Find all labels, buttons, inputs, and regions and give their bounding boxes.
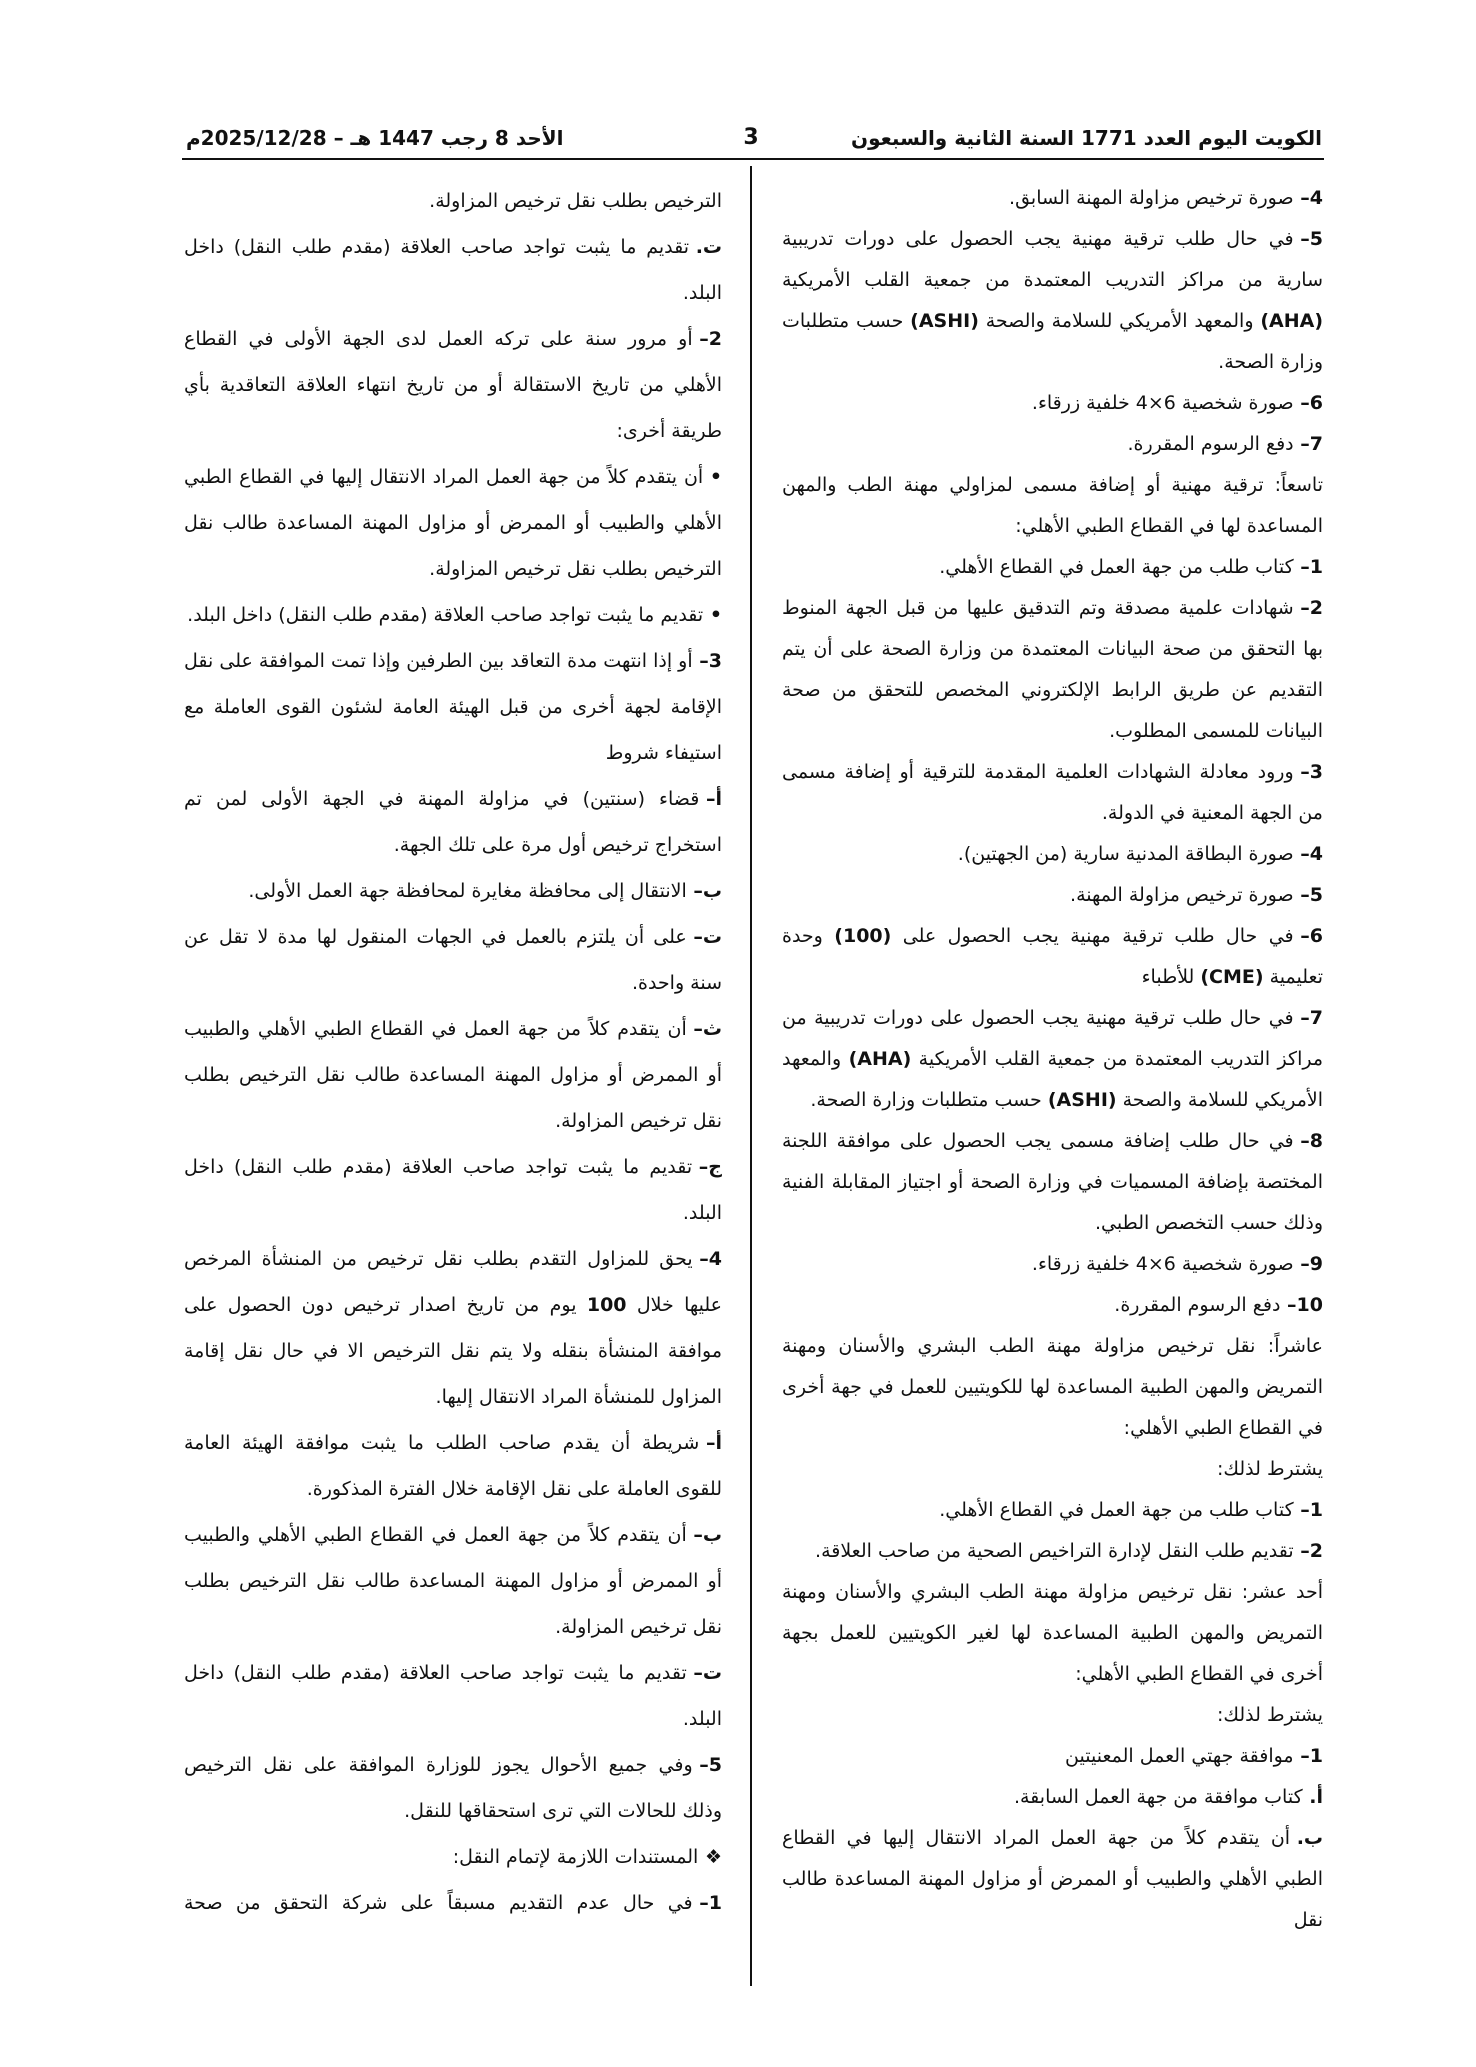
paragraph bbox=[782, 1572, 1323, 1695]
list-item bbox=[782, 383, 1323, 424]
list-item bbox=[184, 316, 722, 454]
list-marker: 3– bbox=[699, 650, 722, 672]
paragraph-text: الترخيص بطلب نقل ترخيص المزاولة. bbox=[429, 190, 722, 212]
paragraph-text: أن يتقدم كلاً من جهة العمل في القطاع الطبي الأهلي والطبيب أو الممرض أو مزاول المهنة المساعدة طالب نقل الترخيص بطلب نقل ترخيص المزاولة. bbox=[184, 1018, 722, 1132]
emphasized-text: (ASHI) bbox=[910, 310, 979, 332]
list-item bbox=[184, 1236, 722, 1420]
paragraph-text: شريطة أن يقدم صاحب الطلب ما يثبت موافقة الهيئة العامة للقوى العاملة على نقل الإقامة خلال الفترة المذكورة. bbox=[184, 1432, 722, 1500]
paragraph-text: يشترط لذلك: bbox=[1216, 1458, 1323, 1480]
list-item bbox=[782, 588, 1323, 752]
paragraph bbox=[782, 1326, 1323, 1449]
list-item bbox=[782, 916, 1323, 998]
paragraph-text: موافقة جهتي العمل المعنيتين bbox=[1065, 1745, 1294, 1767]
list-item bbox=[782, 1736, 1323, 1777]
list-item bbox=[184, 1420, 722, 1512]
dimension-text: 4×6 bbox=[1135, 392, 1176, 414]
paragraph-text: في حال عدم التقديم مسبقاً على شركة التحقق من صحة bbox=[184, 1892, 693, 1914]
emphasized-text: (AHA) bbox=[848, 1048, 912, 1070]
list-marker: 2– bbox=[1300, 1540, 1323, 1562]
list-marker: أ– bbox=[705, 788, 722, 810]
paragraph-text: صورة شخصية bbox=[1175, 392, 1294, 414]
list-marker: 1– bbox=[1300, 556, 1323, 578]
right-column bbox=[782, 178, 1323, 1978]
list-item bbox=[184, 868, 722, 914]
emphasized-text: (ASHI) bbox=[1047, 1089, 1117, 1111]
paragraph-text: ورود معادلة الشهادات العلمية المقدمة للترقية أو إضافة مسمى من الجهة المعنية في الدولة. bbox=[782, 761, 1323, 824]
page-number: 3 bbox=[743, 125, 759, 150]
list-item bbox=[782, 998, 1323, 1121]
list-marker: 5– bbox=[1300, 884, 1323, 906]
list-marker: 1– bbox=[699, 1892, 722, 1914]
paragraph-text: صورة البطاقة المدنية سارية (من الجهتين). bbox=[957, 843, 1294, 865]
list-item bbox=[782, 1531, 1323, 1572]
paragraph-text: شهادات علمية مصدقة وتم التدقيق عليها من قبل الجهة المنوط بها التحقق من صحة البيانات المعتمدة من وزارة الصحة على أن يتم التقديم عن طريق الرابط الإلكتروني المخصص للتحقق من صحة البيانات للمسمى المطلوب. bbox=[782, 597, 1323, 742]
paragraph-text: كتاب طلب من جهة العمل في القطاع الأهلي. bbox=[939, 556, 1294, 578]
list-marker: ب. bbox=[1296, 1827, 1323, 1849]
list-marker: 7– bbox=[1300, 1007, 1323, 1029]
list-item bbox=[184, 1742, 722, 1834]
paragraph-text: خلفية زرقاء. bbox=[1031, 1253, 1136, 1275]
list-item bbox=[782, 1777, 1323, 1818]
paragraph-text: عاشراً: نقل ترخيص مزاولة مهنة الطب البشري والأسنان ومهنة التمريض والمهن الطبية المساعدة لها للكويتيين للعمل في جهة أخرى في القطاع الطبي الأهلي: bbox=[782, 1335, 1323, 1439]
header-rule bbox=[182, 158, 1324, 160]
paragraph-text: خلفية زرقاء. bbox=[1031, 392, 1136, 414]
paragraph-text: والمعهد الأمريكي للسلامة والصحة bbox=[782, 1048, 1323, 1111]
issue-number: 1771 bbox=[1081, 126, 1137, 150]
list-marker: ج– bbox=[698, 1156, 722, 1178]
paragraph-text: صورة ترخيص مزاولة المهنة السابق. bbox=[1009, 187, 1294, 209]
paragraph-text: في حال طلب إضافة مسمى يجب الحصول على موافقة اللجنة المختصة بإضافة المسميات في وزارة الصحة أو اجتياز المقابلة الفنية وذلك حسب التخصص الطبي. bbox=[782, 1130, 1323, 1234]
paragraph-text: في حال طلب ترقية مهنية يجب الحصول على دورات تدريبية من مراكز التدريب المعتمدة من جمعية القلب الأمريكية bbox=[782, 1007, 1323, 1070]
paragraph-text: وحدة تعليمية bbox=[782, 925, 1323, 988]
list-marker: أ– bbox=[705, 1432, 722, 1454]
list-marker: ت. bbox=[695, 236, 722, 258]
paragraph-text: دفع الرسوم المقررة. bbox=[1127, 433, 1294, 455]
paragraph bbox=[184, 178, 722, 224]
paragraph-text: أن يتقدم كلاً من جهة العمل المراد الانتقال إليها في القطاع الطبي الأهلي والطبيب أو الممرض أو مزاول المهنة المساعدة طالب نقل bbox=[782, 1827, 1323, 1931]
list-marker: • bbox=[709, 604, 722, 626]
list-marker: 4– bbox=[699, 1248, 722, 1270]
paragraph-text: تاسعاً: ترقية مهنية أو إضافة مسمى لمزاولي مهنة الطب والمهن المساعدة لها في القطاع الطبي الأهلي: bbox=[782, 474, 1323, 537]
paragraph-text: حسب متطلبات وزارة الصحة. bbox=[782, 310, 1323, 373]
date-separator: – bbox=[333, 126, 344, 150]
emphasized-text: 100 bbox=[586, 1294, 627, 1316]
emphasized-text: (AHA) bbox=[1260, 310, 1323, 332]
paragraph-text: في حال طلب ترقية مهنية يجب الحصول على bbox=[891, 925, 1294, 947]
list-item bbox=[782, 875, 1323, 916]
paragraph-text: يوم من تاريخ اصدار ترخيص دون الحصول على موافقة المنشأة بنقله ولا يتم نقل الترخيص الا في حال نقل إقامة المزاول للمنشأة المراد الانتقال إليها. bbox=[184, 1294, 722, 1408]
paragraph-text: يحق للمزاول التقدم بطلب نقل ترخيص من المنشأة المرخص عليها خلال bbox=[184, 1248, 722, 1316]
list-marker: 4– bbox=[1300, 187, 1323, 209]
list-marker: 1– bbox=[1300, 1499, 1323, 1521]
paragraph-text: حسب متطلبات وزارة الصحة. bbox=[810, 1089, 1048, 1111]
paragraph-text: دفع الرسوم المقررة. bbox=[1114, 1294, 1281, 1316]
list-marker: 5– bbox=[699, 1754, 722, 1776]
list-marker: 2– bbox=[1300, 597, 1323, 619]
list-marker: ت– bbox=[693, 1662, 722, 1684]
issue-info bbox=[851, 122, 1322, 154]
paragraph-text: تقديم ما يثبت تواجد صاحب العلاقة (مقدم طلب النقل) داخل البلد. bbox=[184, 236, 722, 304]
paragraph-text: قضاء (سنتين) في مزاولة المهنة في الجهة الأولى لمن تم استخراج ترخيص أول مرة على تلك الجهة. bbox=[184, 788, 722, 856]
column-divider bbox=[750, 166, 752, 1986]
list-marker: أ. bbox=[1309, 1786, 1323, 1808]
list-item bbox=[184, 914, 722, 1006]
paragraph-text: للأطباء bbox=[1141, 966, 1201, 988]
list-item bbox=[782, 834, 1323, 875]
paragraph-text: كتاب موافقة من جهة العمل السابقة. bbox=[1013, 1786, 1303, 1808]
paragraph-text: صورة شخصية bbox=[1175, 1253, 1294, 1275]
list-item bbox=[184, 1512, 722, 1650]
paragraph bbox=[782, 1695, 1323, 1736]
paragraph-text: أن يتقدم كلاً من جهة العمل المراد الانتقال إليها في القطاع الطبي الأهلي والطبيب أو الممرض أو مزاول المهنة المساعدة طالب نقل الترخيص بطلب نقل ترخيص المزاولة. bbox=[184, 466, 722, 580]
paragraph-text: في حال طلب ترقية مهنية يجب الحصول على دورات تدريبية سارية من مراكز التدريب المعتمدة من جمعية القلب الأمريكية bbox=[782, 228, 1323, 291]
list-item bbox=[184, 224, 722, 316]
list-item bbox=[782, 1490, 1323, 1531]
list-item bbox=[184, 1880, 722, 1926]
list-item bbox=[184, 1834, 722, 1880]
list-marker: 8– bbox=[1300, 1130, 1323, 1152]
paragraph-text: صورة ترخيص مزاولة المهنة. bbox=[1070, 884, 1294, 906]
list-marker: 2– bbox=[699, 328, 722, 350]
list-item bbox=[184, 776, 722, 868]
list-item bbox=[184, 1650, 722, 1742]
list-item bbox=[782, 1818, 1323, 1941]
paragraph-text: على أن يلتزم بالعمل في الجهات المنقول لها مدة لا تقل عن سنة واحدة. bbox=[184, 926, 722, 994]
list-marker: 6– bbox=[1300, 925, 1323, 947]
weekday: الأحد bbox=[515, 126, 564, 150]
list-marker: ❖ bbox=[704, 1846, 722, 1868]
list-marker: 10– bbox=[1287, 1294, 1323, 1316]
volume-year: السنة الثانية والسبعون bbox=[851, 126, 1075, 150]
hijri-date: 8 رجب 1447 هـ bbox=[350, 126, 509, 150]
list-item bbox=[184, 1006, 722, 1144]
list-marker: 1– bbox=[1300, 1745, 1323, 1767]
list-item bbox=[782, 547, 1323, 588]
list-marker: • bbox=[709, 466, 722, 488]
list-item bbox=[782, 1285, 1323, 1326]
issue-label: العدد bbox=[1143, 126, 1192, 150]
list-item bbox=[184, 638, 722, 776]
paragraph-text: المستندات اللازمة لإتمام النقل: bbox=[452, 1846, 699, 1868]
issue-date bbox=[186, 122, 564, 154]
list-item bbox=[782, 1121, 1323, 1244]
paragraph-text: وفي جميع الأحوال يجوز للوزارة الموافقة على نقل الترخيص وذلك للحالات التي ترى استحقاقها للنقل. bbox=[184, 1754, 722, 1822]
paragraph bbox=[782, 465, 1323, 547]
paragraph-text: أن يتقدم كلاً من جهة العمل في القطاع الطبي الأهلي والطبيب أو الممرض أو مزاول المهنة المساعدة طالب نقل الترخيص بطلب نقل ترخيص المزاولة. bbox=[184, 1524, 722, 1638]
paragraph-text: تقديم طلب النقل لإدارة التراخيص الصحية من صاحب العلاقة. bbox=[815, 1540, 1294, 1562]
list-item bbox=[782, 424, 1323, 465]
list-marker: 4– bbox=[1300, 843, 1323, 865]
paragraph-text: أحد عشر: نقل ترخيص مزاولة مهنة الطب البشري والأسنان ومهنة التمريض والمهن الطبية المساعدة لها لغير الكويتيين للعمل بجهة أخرى في القطاع الطبي الأهلي: bbox=[782, 1581, 1323, 1685]
list-marker: 3– bbox=[1300, 761, 1323, 783]
list-marker: 7– bbox=[1300, 433, 1323, 455]
emphasized-text: (100) bbox=[834, 925, 892, 947]
list-marker: 6– bbox=[1300, 392, 1323, 414]
paragraph bbox=[782, 1449, 1323, 1490]
list-marker: 5– bbox=[1300, 228, 1323, 250]
paragraph-text: تقديم ما يثبت تواجد صاحب العلاقة (مقدم طلب النقل) داخل البلد. bbox=[184, 1156, 722, 1224]
paragraph-text: أو مرور سنة على تركه العمل لدى الجهة الأولى في القطاع الأهلي من تاريخ الاستقالة أو من تاريخ انتهاء العلاقة التعاقدية بأي طريقة أخرى: bbox=[184, 328, 722, 442]
publication-name: الكويت اليوم bbox=[1198, 126, 1322, 150]
dimension-text: 4×6 bbox=[1135, 1253, 1176, 1275]
list-marker: ث– bbox=[693, 1018, 722, 1040]
list-marker: ت– bbox=[693, 926, 722, 948]
list-item bbox=[782, 219, 1323, 383]
list-item bbox=[184, 1144, 722, 1236]
left-column bbox=[184, 178, 722, 1978]
emphasized-text: (CME) bbox=[1200, 966, 1264, 988]
list-marker: ب– bbox=[693, 1524, 722, 1546]
paragraph-text: كتاب طلب من جهة العمل في القطاع الأهلي. bbox=[939, 1499, 1294, 1521]
paragraph-text: يشترط لذلك: bbox=[1216, 1704, 1323, 1726]
list-item bbox=[782, 1244, 1323, 1285]
list-marker: ب– bbox=[693, 880, 722, 902]
paragraph-text: الانتقال إلى محافظة مغايرة لمحافظة جهة العمل الأولى. bbox=[248, 880, 687, 902]
gregorian-date: 2025/12/28م bbox=[186, 126, 327, 150]
paragraph-text: تقديم ما يثبت تواجد صاحب العلاقة (مقدم طلب النقل) داخل البلد. bbox=[184, 1662, 722, 1730]
paragraph-text: أو إذا انتهت مدة التعاقد بين الطرفين وإذا تمت الموافقة على نقل الإقامة لجهة أخرى من قبل الهيئة العامة لشئون القوى العاملة مع استيفاء شروط bbox=[184, 650, 722, 764]
paragraph-text: والمعهد الأمريكي للسلامة والصحة bbox=[978, 310, 1261, 332]
paragraph-text: تقديم ما يثبت تواجد صاحب العلاقة (مقدم طلب النقل) داخل البلد. bbox=[187, 604, 704, 626]
list-item bbox=[184, 454, 722, 592]
list-item bbox=[782, 752, 1323, 834]
list-item bbox=[184, 592, 722, 638]
list-marker: 9– bbox=[1300, 1253, 1323, 1275]
list-item bbox=[782, 178, 1323, 219]
